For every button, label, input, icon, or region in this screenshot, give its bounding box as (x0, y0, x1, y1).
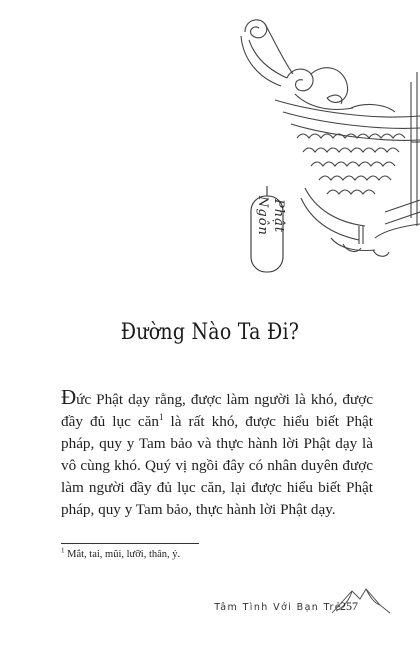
seal-word-2: Ngôn (255, 196, 270, 236)
text-segment-1: ức Phật dạy rằng, được làm người là khó, được đầy đủ lục căn (61, 391, 373, 430)
paragraph-text (61, 386, 373, 521)
running-footer-title: Tâm Tình Với Bạn Trẻ (214, 602, 342, 613)
seal-tag (248, 186, 286, 276)
body-paragraph (61, 386, 373, 521)
footnote-divider (61, 543, 199, 544)
text-segment-2: là rất khó, được hiểu biết Phật pháp, quy y Tam bảo và thực hành lời Phật dạy là vô cùng khó. Quý vị ngồi đây có nhân duyên được làm người đầy đủ lục căn, lại được hiểu biết Phật pháp, quy y Tam bảo, thực hành lời Phật dạy. (61, 413, 374, 518)
footnote-reference[interactable]: 1 (158, 411, 164, 422)
footnote-marker: 1 (61, 546, 65, 555)
drop-cap: Đ (61, 385, 77, 409)
chapter-title: Đường Nào Ta Đi? (120, 320, 300, 345)
seal-word-1: Phật (271, 198, 286, 233)
page-number: 257 (340, 599, 358, 613)
footnote (61, 546, 181, 560)
seal-text (248, 196, 286, 236)
footnote-text: Mắt, tai, mũi, lưỡi, thân, ý. (64, 549, 181, 560)
